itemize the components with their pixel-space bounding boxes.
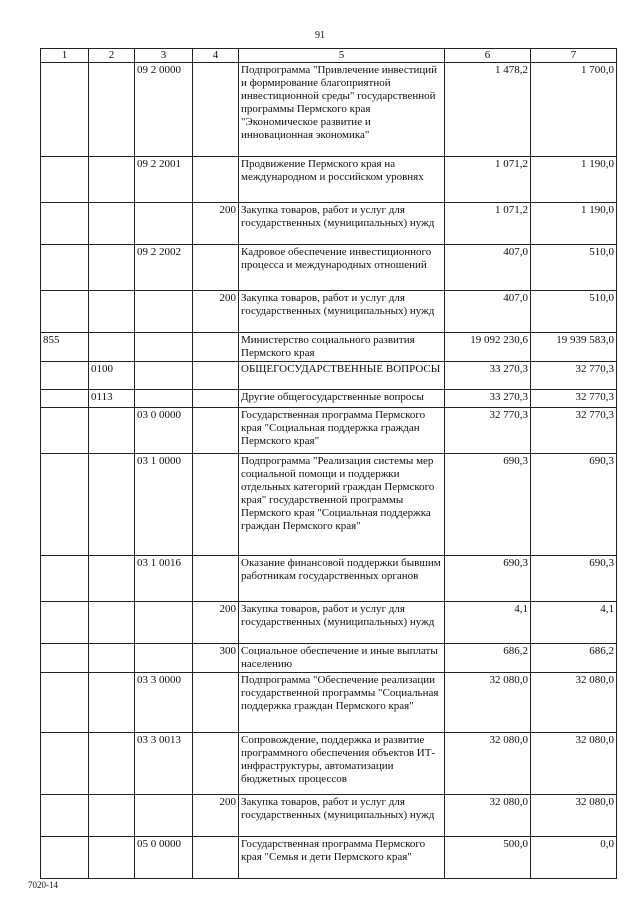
header-row [41,49,617,63]
row-col1 [41,291,89,333]
footer-code: 7020-14 [28,880,58,890]
row-value-7: 686,2 [531,644,617,673]
row-name: Закупка товаров, работ и услуг для государственных (муниципальных) нужд [239,795,445,837]
row-col2 [89,408,135,454]
row-value-6: 4,1 [445,602,531,644]
row-value-7: 0,0 [531,837,617,879]
row-col4 [193,454,239,556]
table-row [41,644,617,673]
row-col3 [135,644,193,673]
row-col2 [89,795,135,837]
row-value-6: 686,2 [445,644,531,673]
row-name: Закупка товаров, работ и услуг для государственных (муниципальных) нужд [239,602,445,644]
row-col2 [89,454,135,556]
table-row [41,63,617,157]
table-row [41,291,617,333]
row-col4 [193,673,239,733]
row-name: Закупка товаров, работ и услуг для государственных (муниципальных) нужд [239,291,445,333]
table-row [41,837,617,879]
row-col2 [89,556,135,602]
row-col1 [41,733,89,795]
row-value-7: 32 080,0 [531,733,617,795]
row-col4: 200 [193,795,239,837]
table-row [41,602,617,644]
row-col2 [89,203,135,245]
row-value-6: 1 478,2 [445,63,531,157]
row-col3: 09 2 2002 [135,245,193,291]
row-col4 [193,157,239,203]
row-name: Государственная программа Пермского края "Семья и дети Пермского края" [239,837,445,879]
row-col3 [135,390,193,408]
row-value-7: 690,3 [531,556,617,602]
row-col4: 300 [193,644,239,673]
column-header-1: 1 [41,49,89,63]
table-row [41,733,617,795]
row-value-6: 32 080,0 [445,795,531,837]
row-value-6: 500,0 [445,837,531,879]
row-col4: 200 [193,291,239,333]
row-col4 [193,362,239,390]
budget-table [40,48,617,879]
column-header-2: 2 [89,49,135,63]
row-col1 [41,644,89,673]
row-col4: 200 [193,203,239,245]
row-name: Социальное обеспечение и иные выплаты населению [239,644,445,673]
row-col3: 03 0 0000 [135,408,193,454]
row-name: Министерство социального развития Пермского края [239,333,445,362]
row-col2 [89,673,135,733]
row-name: Оказание финансовой поддержки бывшим работникам государственных органов [239,556,445,602]
table-row [41,673,617,733]
row-col1 [41,362,89,390]
row-col1 [41,602,89,644]
row-value-7: 690,3 [531,454,617,556]
row-col2 [89,291,135,333]
table-row [41,556,617,602]
row-col2 [89,63,135,157]
row-col4 [193,408,239,454]
row-col1 [41,795,89,837]
row-col2 [89,733,135,795]
row-value-7: 1 700,0 [531,63,617,157]
row-value-7: 32 080,0 [531,795,617,837]
row-name: Другие общегосударственные вопросы [239,390,445,408]
table-row [41,454,617,556]
row-value-6: 32 080,0 [445,673,531,733]
row-col2: 0113 [89,390,135,408]
row-value-6: 33 270,3 [445,390,531,408]
row-value-7: 1 190,0 [531,157,617,203]
row-col1: 855 [41,333,89,362]
row-name: Подпрограмма "Привлечение инвестиций и формирование благоприятной инвестиционной среды" государственной программы Пермского края "Экономическое развитие и инновационная экономика" [239,63,445,157]
table-row [41,390,617,408]
row-value-7: 32 770,3 [531,408,617,454]
row-col3: 03 3 0013 [135,733,193,795]
row-value-6: 407,0 [445,291,531,333]
row-name: Государственная программа Пермского края "Социальная поддержка граждан Пермского края" [239,408,445,454]
column-header-4: 4 [193,49,239,63]
column-header-7: 7 [531,49,617,63]
row-value-6: 32 080,0 [445,733,531,795]
row-value-7: 32 080,0 [531,673,617,733]
row-col1 [41,408,89,454]
column-header-5: 5 [239,49,445,63]
row-value-7: 510,0 [531,245,617,291]
row-col3: 09 2 2001 [135,157,193,203]
row-col2: 0100 [89,362,135,390]
row-col4: 200 [193,602,239,644]
row-value-6: 1 071,2 [445,203,531,245]
row-value-6: 33 270,3 [445,362,531,390]
table-row [41,795,617,837]
row-name: Подпрограмма "Обеспечение реализации государственной программы "Социальная поддержка граждан Пермского края" [239,673,445,733]
row-col3: 03 3 0000 [135,673,193,733]
row-name: Продвижение Пермского края на международном и российском уровнях [239,157,445,203]
row-value-7: 19 939 583,0 [531,333,617,362]
row-name: ОБЩЕГОСУДАРСТВЕННЫЕ ВОПРОСЫ [239,362,445,390]
row-col2 [89,245,135,291]
row-value-6: 1 071,2 [445,157,531,203]
column-header-3: 3 [135,49,193,63]
row-col4 [193,556,239,602]
table-row [41,245,617,291]
row-name: Сопровождение, поддержка и развитие программного обеспечения объектов ИТ-инфраструктуры, автоматизации бюджетных процессов [239,733,445,795]
row-col1 [41,673,89,733]
table-row [41,408,617,454]
row-col2 [89,644,135,673]
row-name: Закупка товаров, работ и услуг для государственных (муниципальных) нужд [239,203,445,245]
column-header-6: 6 [445,49,531,63]
row-value-6: 690,3 [445,454,531,556]
row-col4 [193,63,239,157]
row-col3 [135,333,193,362]
row-value-6: 407,0 [445,245,531,291]
table-row [41,333,617,362]
row-col3: 05 0 0000 [135,837,193,879]
page-number: 91 [315,30,325,41]
row-value-6: 32 770,3 [445,408,531,454]
row-col3 [135,362,193,390]
row-name: Кадровое обеспечение инвестиционного процесса и международных отношений [239,245,445,291]
table-row [41,203,617,245]
row-col4 [193,733,239,795]
row-value-6: 19 092 230,6 [445,333,531,362]
row-value-7: 4,1 [531,602,617,644]
row-col2 [89,157,135,203]
row-col2 [89,333,135,362]
row-col2 [89,837,135,879]
row-col1 [41,390,89,408]
row-col1 [41,157,89,203]
row-col1 [41,203,89,245]
row-col3: 03 1 0000 [135,454,193,556]
row-col3 [135,291,193,333]
table-row [41,362,617,390]
row-col4 [193,837,239,879]
row-col1 [41,837,89,879]
row-col3 [135,203,193,245]
row-col1 [41,63,89,157]
row-col3: 03 1 0016 [135,556,193,602]
row-col3: 09 2 0000 [135,63,193,157]
row-col3 [135,795,193,837]
row-name: Подпрограмма "Реализация системы мер социальной помощи и поддержки отдельных категорий граждан Пермского края" государственной программы Пермского края "Социальная поддержка граждан Пермского края" [239,454,445,556]
row-col1 [41,245,89,291]
row-col4 [193,245,239,291]
row-value-7: 510,0 [531,291,617,333]
row-col2 [89,602,135,644]
row-col4 [193,390,239,408]
table-row [41,157,617,203]
row-col1 [41,454,89,556]
row-value-6: 690,3 [445,556,531,602]
row-value-7: 1 190,0 [531,203,617,245]
row-value-7: 32 770,3 [531,390,617,408]
row-col3 [135,602,193,644]
row-col1 [41,556,89,602]
row-col4 [193,333,239,362]
row-value-7: 32 770,3 [531,362,617,390]
